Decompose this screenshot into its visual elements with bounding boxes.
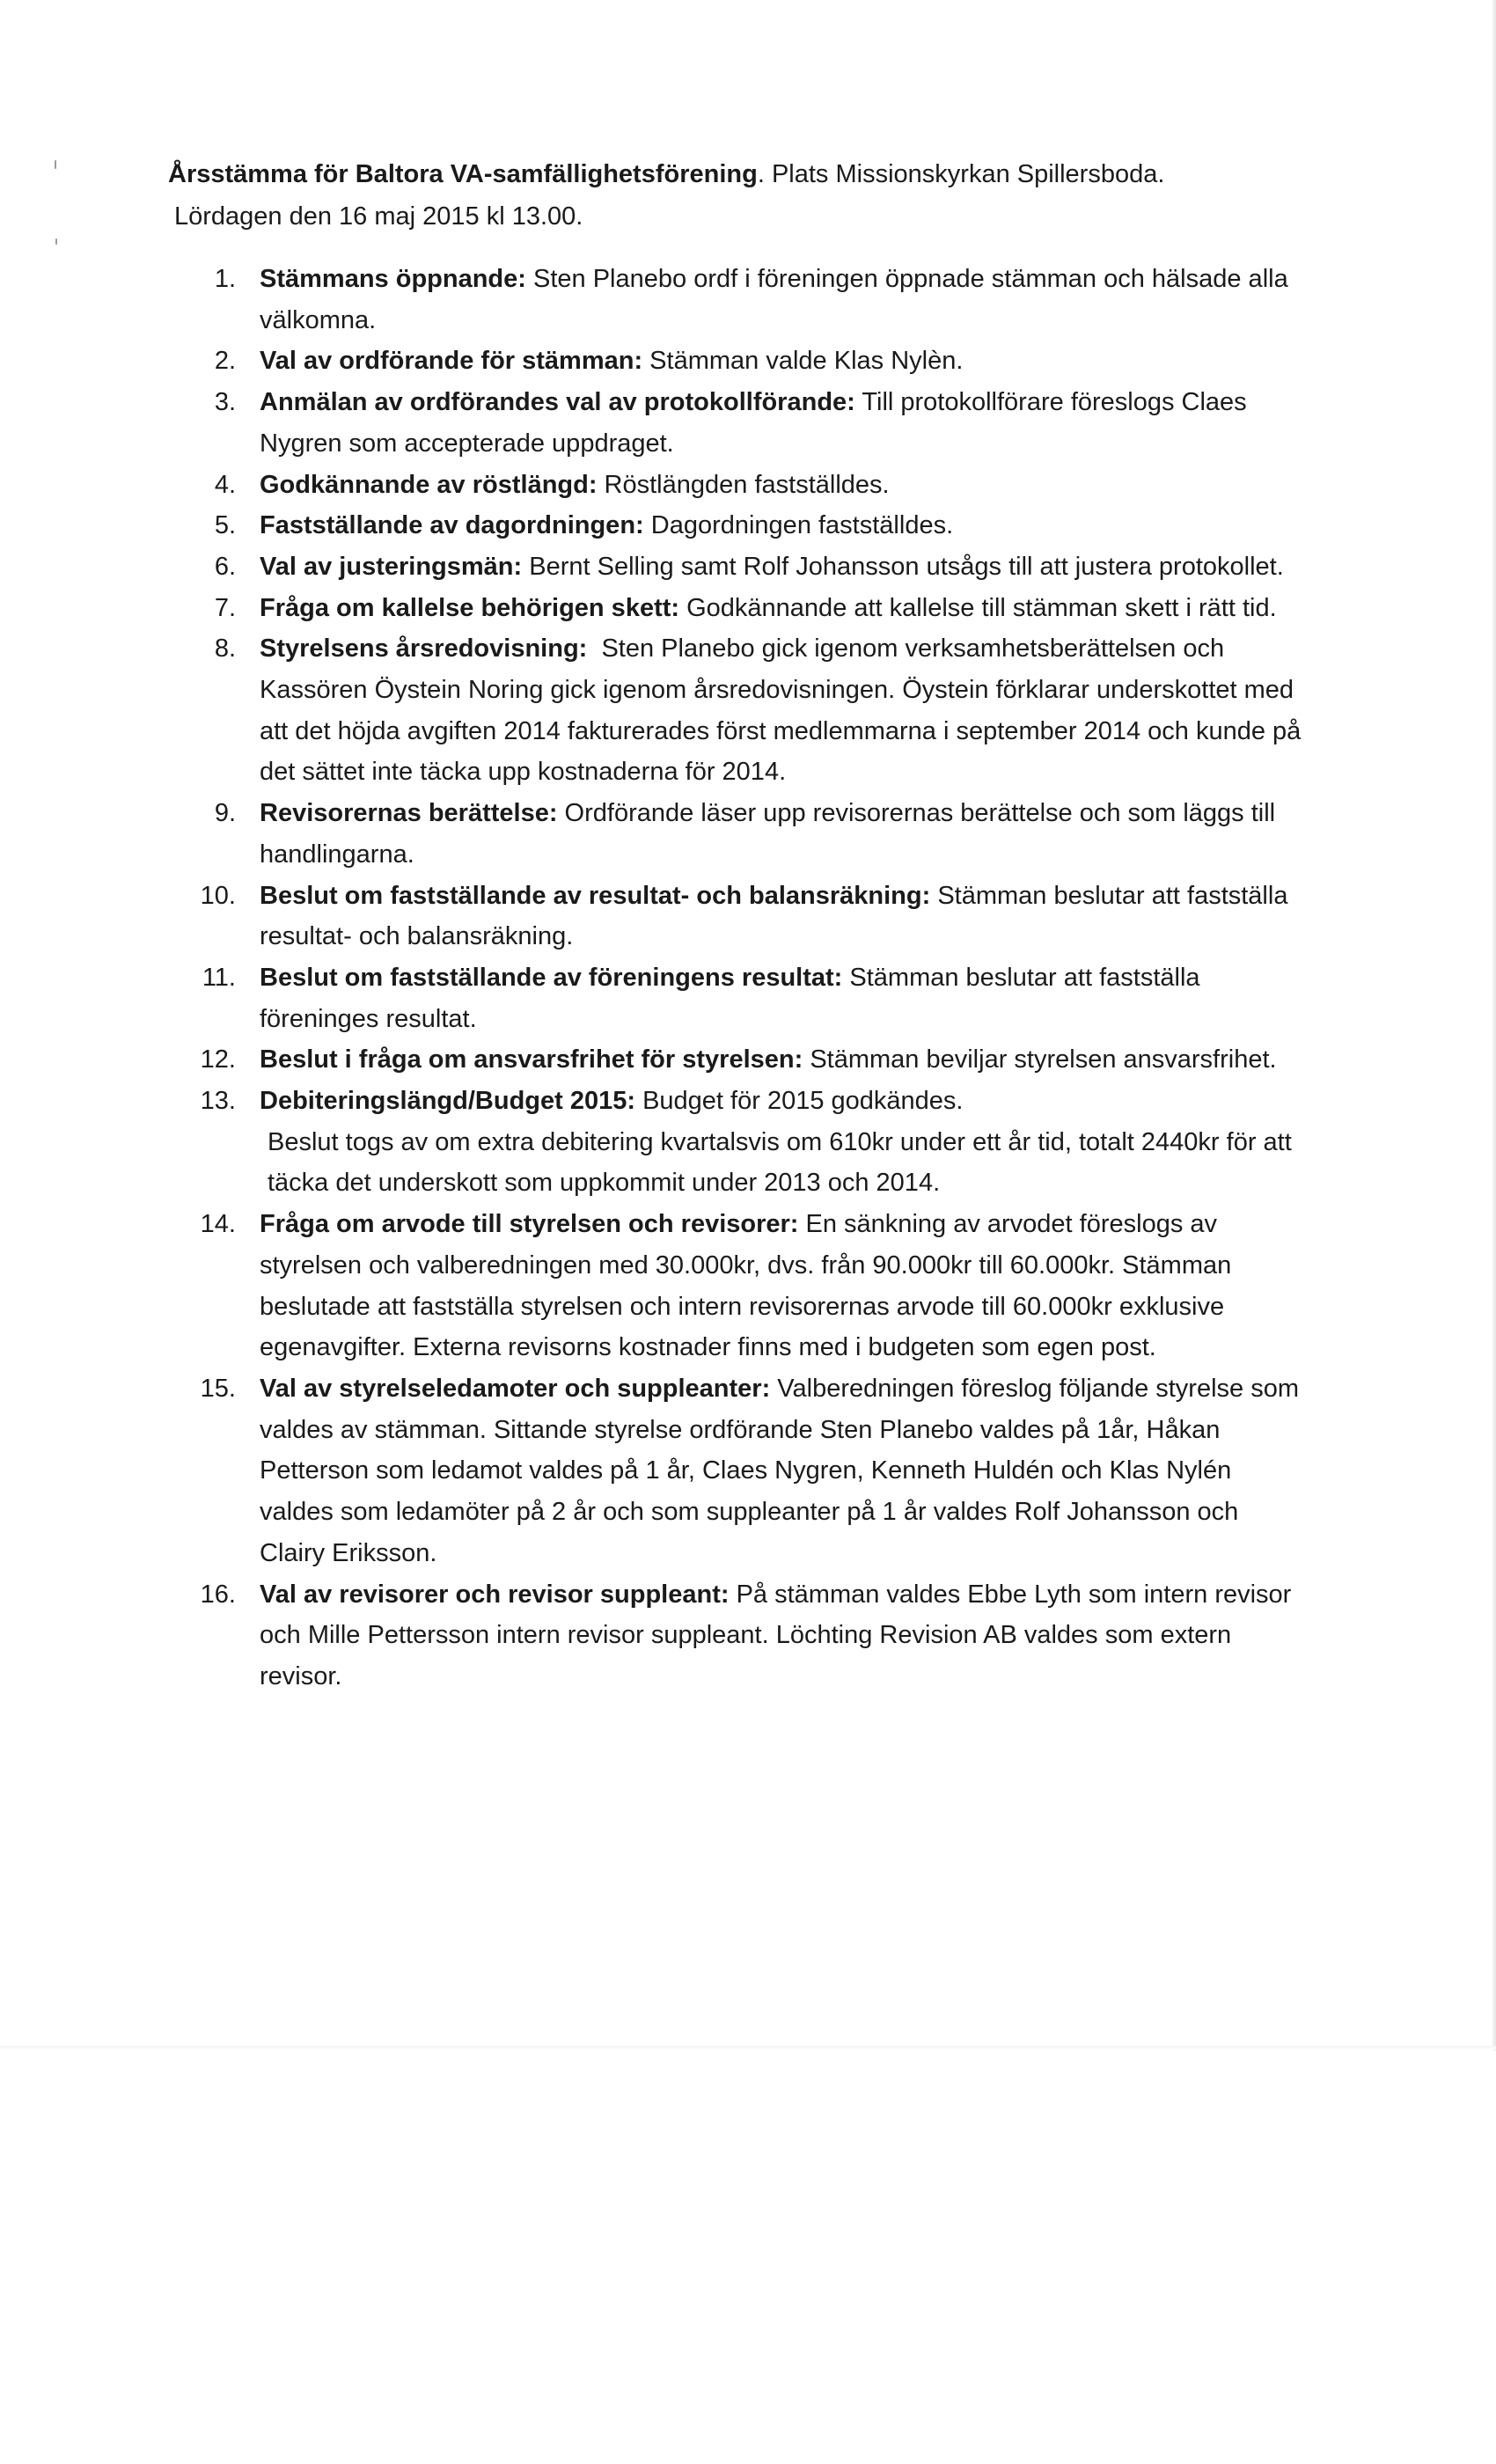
- agenda-item: [132, 1204, 1302, 1368]
- agenda-item-number: 15.: [200, 1374, 236, 1403]
- agenda-item-text: Röstlängden fastställdes.: [597, 470, 890, 499]
- agenda-item-number: 4.: [214, 470, 236, 499]
- agenda-item-heading: Beslut om fastställande av föreningens resultat:: [260, 963, 843, 992]
- agenda-item-number: 12.: [200, 1045, 236, 1074]
- agenda-item-number: 13.: [200, 1087, 236, 1116]
- agenda-item-number: 11.: [202, 963, 236, 992]
- agenda-item-text: Bernt Selling samt Rolf Johansson utsågs till att justera protokollet.: [522, 552, 1284, 581]
- agenda-item-heading: Revisorernas berättelse:: [260, 799, 558, 828]
- agenda-item-text: Godkännande att kallelse till stämman skett i rätt tid.: [679, 593, 1277, 622]
- agenda-item-text: Ordförande läser upp revisorernas berättelse och som läggs till handlingarna.: [260, 799, 1283, 869]
- agenda-list: [132, 259, 1309, 1698]
- agenda-item-text: Budget för 2015 godkändes.: [635, 1087, 964, 1116]
- agenda-item-number: 14.: [200, 1210, 236, 1239]
- agenda-item: [132, 1081, 1302, 1204]
- agenda-item: [132, 588, 1302, 629]
- agenda-item-heading: Val av styrelseledamoter och suppleanter:: [260, 1374, 771, 1403]
- agenda-item-heading: Val av revisorer och revisor suppleant:: [260, 1580, 730, 1609]
- agenda-item-heading: Godkännande av röstlängd:: [260, 470, 598, 499]
- agenda-item-text: Till protokollförare föreslogs Claes Nygren som accepterade uppdraget.: [260, 388, 1254, 458]
- agenda-item-number: 5.: [214, 511, 236, 540]
- document-location: . Plats Missionskyrkan Spillersboda.: [757, 160, 1165, 188]
- agenda-item: [132, 546, 1302, 588]
- agenda-item-text: Sten Planebo gick igenom verksamhetsberättelsen och Kassören Öystein Noring gick igenom årsredovisningen. Öystein förklarar underskottet med att det höjda avgiften 2014 fakturerades först medlemmarna i september 2014 och kunde på det sättet inte täcka upp kostnaderna för 2014.: [260, 634, 1309, 787]
- agenda-item-heading: Debiteringslängd/Budget 2015:: [260, 1087, 636, 1116]
- agenda-item-heading: Val av ordförande för stämman:: [260, 347, 643, 376]
- agenda-item-heading: Val av justeringsmän:: [260, 552, 523, 581]
- agenda-item-text: En sänkning av arvodet föreslogs av styrelsen och valberedningen med 30.000kr, dvs. från 90.000kr till 60.000kr. Stämman beslutade att fastställa styrelsen och intern revisorernas arvode till 60.000kr exklusive egenavgifter. Externa revisorns kostnader finns med i budgeten som egen post.: [260, 1210, 1239, 1362]
- agenda-item-number: 8.: [214, 634, 236, 664]
- agenda-item-number: 6.: [214, 552, 236, 581]
- agenda-item: [132, 465, 1302, 506]
- document-title: Årsstämma för Baltora VA-samfällighetsförening: [168, 160, 758, 188]
- agenda-item-text: Stämman valde Klas Nylèn.: [642, 347, 964, 376]
- document-header: [168, 153, 1294, 238]
- agenda-item: [132, 628, 1309, 793]
- agenda-item-heading: Styrelsens årsredovisning:: [260, 634, 588, 664]
- agenda-item-number: 3.: [214, 388, 236, 417]
- scan-speck: [55, 160, 56, 169]
- agenda-item: [132, 382, 1302, 464]
- agenda-item: [132, 876, 1302, 957]
- agenda-item-heading: Fastställande av dagordningen:: [260, 511, 644, 540]
- agenda-item-heading: Fråga om arvode till styrelsen och revisorer:: [260, 1210, 799, 1239]
- agenda-item: [132, 1039, 1302, 1081]
- agenda-item-text: Dagordningen fastställdes.: [643, 511, 954, 540]
- agenda-item-number: 10.: [200, 881, 236, 910]
- agenda-item-heading: Beslut om fastställande av resultat- och balansräkning:: [260, 881, 931, 910]
- agenda-item: [132, 957, 1302, 1039]
- agenda-item: [132, 505, 1302, 546]
- agenda-item-text: På stämman valdes Ebbe Lyth som intern revisor och Mille Pettersson intern revisor suppleant. Löchting Revision AB valdes som extern revisor.: [260, 1580, 1299, 1690]
- agenda-item-number: 16.: [200, 1580, 236, 1609]
- agenda-item-heading: Stämmans öppnande:: [260, 265, 526, 293]
- agenda-item: [132, 793, 1302, 875]
- scan-speck: [55, 238, 57, 245]
- agenda-item: [132, 1574, 1302, 1698]
- agenda-item-number: 9.: [214, 799, 236, 828]
- agenda-item-heading: Beslut i fråga om ansvarsfrihet för styrelsen:: [260, 1045, 803, 1074]
- agenda-item-number: 2.: [214, 347, 236, 376]
- agenda-item-extra-text: Beslut togs av om extra debitering kvartalsvis om 610kr under ett år tid, totalt 2440kr för att täcka det underskott som uppkommit under 2013 och 2014.: [268, 1127, 1292, 1198]
- agenda-item-number: 7.: [214, 593, 236, 622]
- agenda-item: [132, 341, 1302, 382]
- scan-bottom-shade: [0, 2046, 1496, 2050]
- agenda-item-text: Stämman beslutar att fastställa resultat- och balansräkning.: [260, 881, 1295, 951]
- agenda-item: [132, 1368, 1307, 1574]
- agenda-item-heading: Fråga om kallelse behörigen skett:: [260, 593, 680, 622]
- agenda-item-text: Stämman beviljar styrelsen ansvarsfrihet.: [803, 1045, 1277, 1074]
- agenda-item-text: Valberedningen föreslog följande styrelse som valdes av stämman. Sittande styrelse ordförande Sten Planebo valdes på 1år, Håkan Petterson som ledamot valdes på 1 år, Claes Nygren, Kenneth Huldén och Klas Nylén valdes som ledamöter på 2 år och som suppleanter på 1 år valdes Rolf Johansson och Clairy Eriksson.: [260, 1374, 1307, 1567]
- agenda-item-text: Sten Planebo ordf i föreningen öppnade stämman och hälsade alla välkomna.: [260, 265, 1295, 334]
- agenda-item-text: Stämman beslutar att fastställa föreninges resultat.: [260, 963, 1207, 1033]
- document-date: Lördagen den 16 maj 2015 kl 13.00.: [174, 202, 583, 231]
- agenda-item-heading: Anmälan av ordförandes val av protokollförande:: [260, 388, 855, 417]
- agenda-item-number: 1.: [214, 265, 236, 293]
- agenda-item: [132, 259, 1302, 341]
- scan-edge-shadow: [1492, 0, 1496, 2050]
